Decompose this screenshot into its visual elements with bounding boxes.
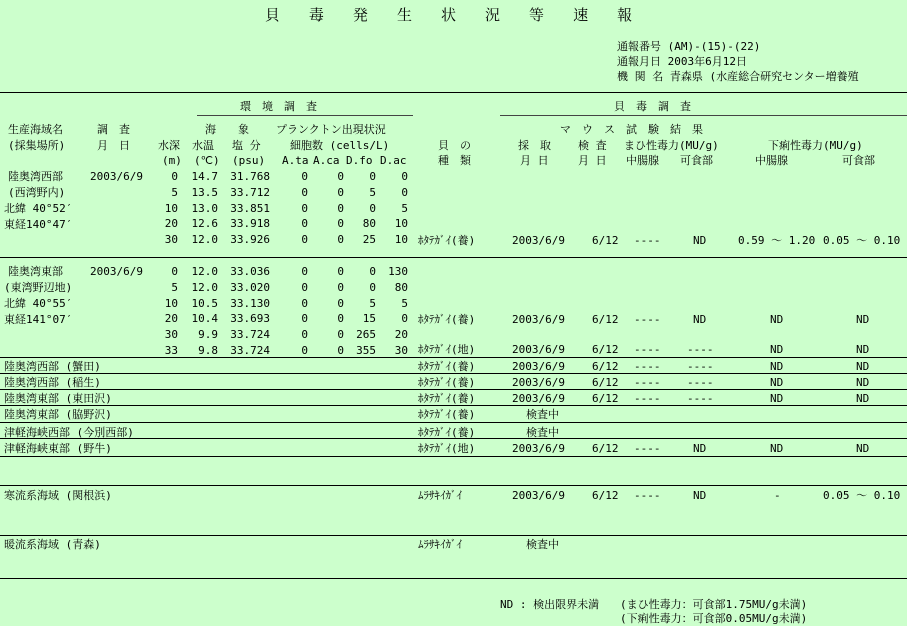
station-longitude: 東経140°47′	[4, 218, 73, 231]
psp-midgut: ----	[634, 234, 661, 247]
salinity-value: 33.130	[230, 296, 270, 310]
water-temp-value: 14.7	[191, 170, 218, 183]
dsp-edible: 0.05 ～ 0.10	[823, 489, 901, 502]
salinity-value: 33.724	[230, 328, 270, 342]
row-divider	[0, 389, 907, 390]
shell-kind: ﾎﾀﾃｶﾞｲ(養)	[418, 426, 476, 439]
shell-kind-header: 貝 の	[438, 139, 471, 152]
depth-value: 20	[164, 217, 178, 231]
species-dfo: D.fo	[346, 154, 373, 167]
salinity-value: 31.768	[230, 170, 270, 183]
sampling-date: 検査中	[526, 426, 559, 439]
sea-condition-header: 海 象	[205, 123, 249, 136]
station-latitude: 北緯 40°52′	[4, 202, 73, 215]
area-name: 津軽海峡西部 (今別西部)	[4, 426, 134, 439]
sampling-date: 2003/6/9	[512, 313, 565, 326]
env-survey-header: 環 境 調 査	[240, 100, 317, 113]
page-title: 貝 毒 発 生 状 況 等 速 報	[264, 6, 643, 24]
psp-edible: ND	[693, 489, 707, 502]
cells-dac-value: 0	[401, 185, 408, 199]
dsp-midgut: ND	[770, 376, 784, 389]
depth-header: 水深	[158, 139, 180, 152]
cells-ata-value: 0	[301, 280, 308, 294]
salinity-value: 33.918	[230, 217, 270, 231]
cells-dfo-value: 5	[369, 185, 376, 199]
sampling-date: 検査中	[526, 538, 559, 551]
shell-kind-header-sub: 種 類	[438, 154, 471, 167]
area-name: 寒流系海域 (関根浜)	[4, 489, 112, 502]
cells-dac-value: 0	[401, 312, 408, 326]
salinity-value: 33.712	[230, 185, 270, 199]
survey-date: 2003/6/9	[90, 170, 143, 183]
psp-edible: ND	[693, 442, 707, 455]
test-date: 6/12	[592, 234, 619, 247]
depth-unit: (m)	[162, 154, 182, 167]
cells-ata-value: 0	[301, 170, 308, 183]
cells-aca-value: 0	[337, 265, 344, 278]
psp-edible: ----	[687, 376, 714, 389]
dsp-edible: ND	[856, 442, 870, 455]
shell-kind: ﾎﾀﾃｶﾞｲ(養)	[418, 360, 476, 373]
plankton-header: プランクトン出現状況	[276, 123, 386, 136]
dsp-midgut: ND	[770, 442, 784, 455]
water-temp-value: 12.0	[191, 265, 218, 278]
shell-kind: ﾎﾀﾃｶﾞｲ(地)	[418, 442, 476, 455]
salinity-header: 塩 分	[232, 139, 261, 152]
test-date: 6/12	[592, 442, 619, 455]
water-temp-value: 9.8	[198, 344, 218, 357]
depth-value: 0	[171, 265, 178, 278]
cells-dac-value: 20	[394, 328, 408, 342]
survey-date-header-sub: 月 日	[97, 139, 130, 152]
station-divider	[0, 257, 907, 258]
sampling-date: 2003/6/9	[512, 376, 565, 389]
species-dac: D.ac	[380, 154, 407, 167]
species-aca: A.ca	[313, 154, 340, 167]
sampling-header-sub: 月 日	[520, 154, 549, 167]
area-name: 陸奥湾西部 (稲生)	[4, 376, 101, 389]
row-divider	[0, 373, 907, 374]
row-divider	[0, 422, 907, 423]
cells-ata-value: 0	[301, 312, 308, 326]
mouse-test-header: マ ウ ス 試 験 結 果	[560, 123, 703, 136]
shell-kind: ﾎﾀﾃｶﾞｲ(養)	[418, 376, 476, 389]
cells-dac-value: 30	[394, 344, 408, 357]
area-name: 暖流系海域 (青森)	[4, 538, 101, 551]
psp-edible: ----	[687, 343, 714, 356]
station-label: (西湾野内)	[8, 186, 66, 199]
cells-ata-value: 0	[301, 344, 308, 357]
salinity-value: 33.693	[230, 312, 270, 326]
survey-date: 2003/6/9	[90, 265, 143, 278]
row-divider	[0, 405, 907, 406]
salinity-value: 33.926	[230, 233, 270, 247]
area-header: 生産海域名	[8, 123, 63, 136]
depth-value: 30	[164, 233, 178, 247]
cells-dfo-value: 0	[369, 201, 376, 215]
cells-ata-value: 0	[301, 328, 308, 342]
water-temp-value: 12.0	[191, 280, 218, 294]
test-date: 6/12	[592, 313, 619, 326]
sampling-date: 2003/6/9	[512, 392, 565, 405]
row-divider	[0, 485, 907, 486]
cells-dac-value: 80	[394, 280, 408, 294]
cells-dac-value: 0	[401, 170, 408, 183]
psp-edible: ND	[693, 234, 707, 247]
test-date: 6/12	[592, 489, 619, 502]
depth-value: 33	[164, 344, 178, 357]
report-number: 通報番号 (AM)-(15)-(22)	[617, 40, 761, 53]
cells-aca-value: 0	[337, 170, 344, 183]
sampling-header: 採 取	[518, 139, 551, 152]
header-top-rule	[0, 92, 907, 93]
dsp-midgut: ND	[770, 343, 784, 356]
sampling-date: 検査中	[526, 408, 559, 421]
species-ata: A.ta	[282, 154, 309, 167]
cells-ata-value: 0	[301, 233, 308, 247]
station-label: 陸奥湾西部	[8, 170, 63, 183]
shell-kind: ﾎﾀﾃｶﾞｲ(養)	[418, 392, 476, 405]
water-temp-value: 13.0	[191, 201, 218, 215]
temp-unit: (℃)	[194, 154, 220, 167]
dsp-edible: ND	[856, 360, 870, 373]
psp-edible-header: 可食部	[680, 154, 713, 167]
toxin-survey-header: 貝 毒 調 査	[614, 100, 691, 113]
dsp-midgut: ND	[770, 360, 784, 373]
dsp-edible-header: 可食部	[842, 154, 875, 167]
station-label: 陸奥湾東部	[8, 265, 63, 278]
psp-midgut-header: 中腸腺	[626, 154, 659, 167]
env-sub-rule	[197, 115, 413, 116]
area-name: 津軽海峡東部 (野牛)	[4, 442, 112, 455]
dsp-edible: ND	[856, 392, 870, 405]
test-date-header-sub: 月 日	[578, 154, 607, 167]
report-date: 通報月日 2003年6月12日	[617, 55, 747, 68]
temp-header: 水温	[192, 139, 214, 152]
cells-aca-value: 0	[337, 217, 344, 231]
cells-dfo-value: 0	[369, 265, 376, 278]
psp-edible: ----	[687, 392, 714, 405]
cells-dfo-value: 25	[362, 233, 376, 247]
depth-value: 20	[164, 312, 178, 326]
cells-dfo-value: 15	[362, 312, 376, 326]
reporting-agency: 機 関 名 青森県 (水産総合研究センター増養殖	[617, 70, 859, 83]
depth-value: 10	[164, 296, 178, 310]
psp-limit-note: (まひ性毒力：可食部1.75MU/g未満)	[620, 598, 808, 611]
dsp-header: 下痢性毒力(MU/g)	[768, 139, 863, 152]
depth-value: 10	[164, 201, 178, 215]
survey-date-header: 調 査	[97, 123, 130, 136]
dsp-midgut: -	[774, 489, 781, 502]
cells-dfo-value: 265	[356, 328, 376, 342]
shell-kind: ﾎﾀﾃｶﾞｲ(養)	[418, 408, 476, 421]
nd-note: ND : 検出限界未満	[500, 598, 600, 611]
test-date-header: 検 査	[578, 139, 607, 152]
dsp-edible: ND	[856, 376, 870, 389]
cells-aca-value: 0	[337, 344, 344, 357]
cells-aca-value: 0	[337, 201, 344, 215]
cells-dac-value: 130	[388, 265, 408, 278]
cells-dfo-value: 0	[369, 170, 376, 183]
water-temp-value: 13.5	[191, 185, 218, 199]
cells-dfo-value: 0	[369, 280, 376, 294]
salinity-value: 33.020	[230, 280, 270, 294]
cells-dac-value: 5	[401, 296, 408, 310]
area-header-sub: (採集場所)	[8, 139, 66, 152]
dsp-midgut: 0.59 ～ 1.20	[738, 234, 816, 247]
dsp-midgut: ND	[770, 392, 784, 405]
cells-ata-value: 0	[301, 185, 308, 199]
cells-ata-value: 0	[301, 217, 308, 231]
psp-midgut: ----	[634, 392, 661, 405]
test-date: 6/12	[592, 343, 619, 356]
depth-value: 0	[171, 170, 178, 183]
area-name: 陸奥湾西部 (蟹田)	[4, 360, 101, 373]
shell-kind: ﾎﾀﾃｶﾞｲ(養)	[418, 234, 476, 247]
psp-header: まひ性毒力(MU/g)	[624, 139, 719, 152]
salinity-value: 33.724	[230, 344, 270, 357]
sampling-date: 2003/6/9	[512, 489, 565, 502]
psp-midgut: ----	[634, 376, 661, 389]
station-label: (東湾野辺地)	[4, 281, 73, 294]
cells-aca-value: 0	[337, 233, 344, 247]
cells-dfo-value: 80	[362, 217, 376, 231]
test-date: 6/12	[592, 360, 619, 373]
psp-midgut: ----	[634, 489, 661, 502]
cells-ata-value: 0	[301, 296, 308, 310]
psp-midgut: ----	[634, 313, 661, 326]
cells-aca-value: 0	[337, 296, 344, 310]
toxin-sub-rule	[500, 115, 907, 116]
salinity-value: 33.851	[230, 201, 270, 215]
dsp-edible: 0.05 ～ 0.10	[823, 234, 901, 247]
cells-ata-value: 0	[301, 265, 308, 278]
water-temp-value: 12.6	[191, 217, 218, 231]
shell-kind: ﾎﾀﾃｶﾞｲ(養)	[418, 313, 476, 326]
cells-header: 細胞数 (cells/L)	[290, 139, 390, 152]
psp-midgut: ----	[634, 343, 661, 356]
cells-dac-value: 10	[394, 233, 408, 247]
row-divider	[0, 578, 907, 579]
cells-ata-value: 0	[301, 201, 308, 215]
sampling-date: 2003/6/9	[512, 343, 565, 356]
salinity-unit: (psu)	[232, 154, 266, 167]
station-longitude: 東経141°07′	[4, 313, 73, 326]
cells-aca-value: 0	[337, 328, 344, 342]
row-divider	[0, 357, 907, 358]
test-date: 6/12	[592, 376, 619, 389]
area-name: 陸奥湾東部 (脇野沢)	[4, 408, 112, 421]
dsp-limit-note: (下痢性毒力：可食部0.05MU/g未満)	[620, 612, 808, 625]
salinity-value: 33.036	[230, 265, 270, 278]
row-divider	[0, 456, 907, 457]
water-temp-value: 9.9	[198, 328, 218, 342]
psp-midgut: ----	[634, 360, 661, 373]
dsp-midgut: ND	[770, 313, 784, 326]
sampling-date: 2003/6/9	[512, 360, 565, 373]
psp-edible: ND	[693, 313, 707, 326]
cells-dfo-value: 355	[356, 344, 376, 357]
row-divider	[0, 535, 907, 536]
dsp-midgut-header: 中腸腺	[755, 154, 788, 167]
cells-dac-value: 5	[401, 201, 408, 215]
depth-value: 5	[171, 185, 178, 199]
water-temp-value: 10.5	[191, 296, 218, 310]
shell-kind: ﾑﾗｻｷｲｶﾞｲ	[418, 489, 462, 502]
cells-dac-value: 10	[394, 217, 408, 231]
cells-dfo-value: 5	[369, 296, 376, 310]
shell-kind: ﾎﾀﾃｶﾞｲ(地)	[418, 343, 476, 356]
test-date: 6/12	[592, 392, 619, 405]
depth-value: 30	[164, 328, 178, 342]
shell-kind: ﾑﾗｻｷｲｶﾞｲ	[418, 538, 462, 551]
water-temp-value: 10.4	[191, 312, 218, 326]
depth-value: 5	[171, 280, 178, 294]
station-latitude: 北緯 40°55′	[4, 297, 73, 310]
cells-aca-value: 0	[337, 280, 344, 294]
dsp-edible: ND	[856, 313, 870, 326]
cells-aca-value: 0	[337, 185, 344, 199]
sampling-date: 2003/6/9	[512, 234, 565, 247]
sampling-date: 2003/6/9	[512, 442, 565, 455]
area-name: 陸奥湾東部 (東田沢)	[4, 392, 112, 405]
water-temp-value: 12.0	[191, 233, 218, 247]
cells-aca-value: 0	[337, 312, 344, 326]
psp-edible: ----	[687, 360, 714, 373]
psp-midgut: ----	[634, 442, 661, 455]
dsp-edible: ND	[856, 343, 870, 356]
